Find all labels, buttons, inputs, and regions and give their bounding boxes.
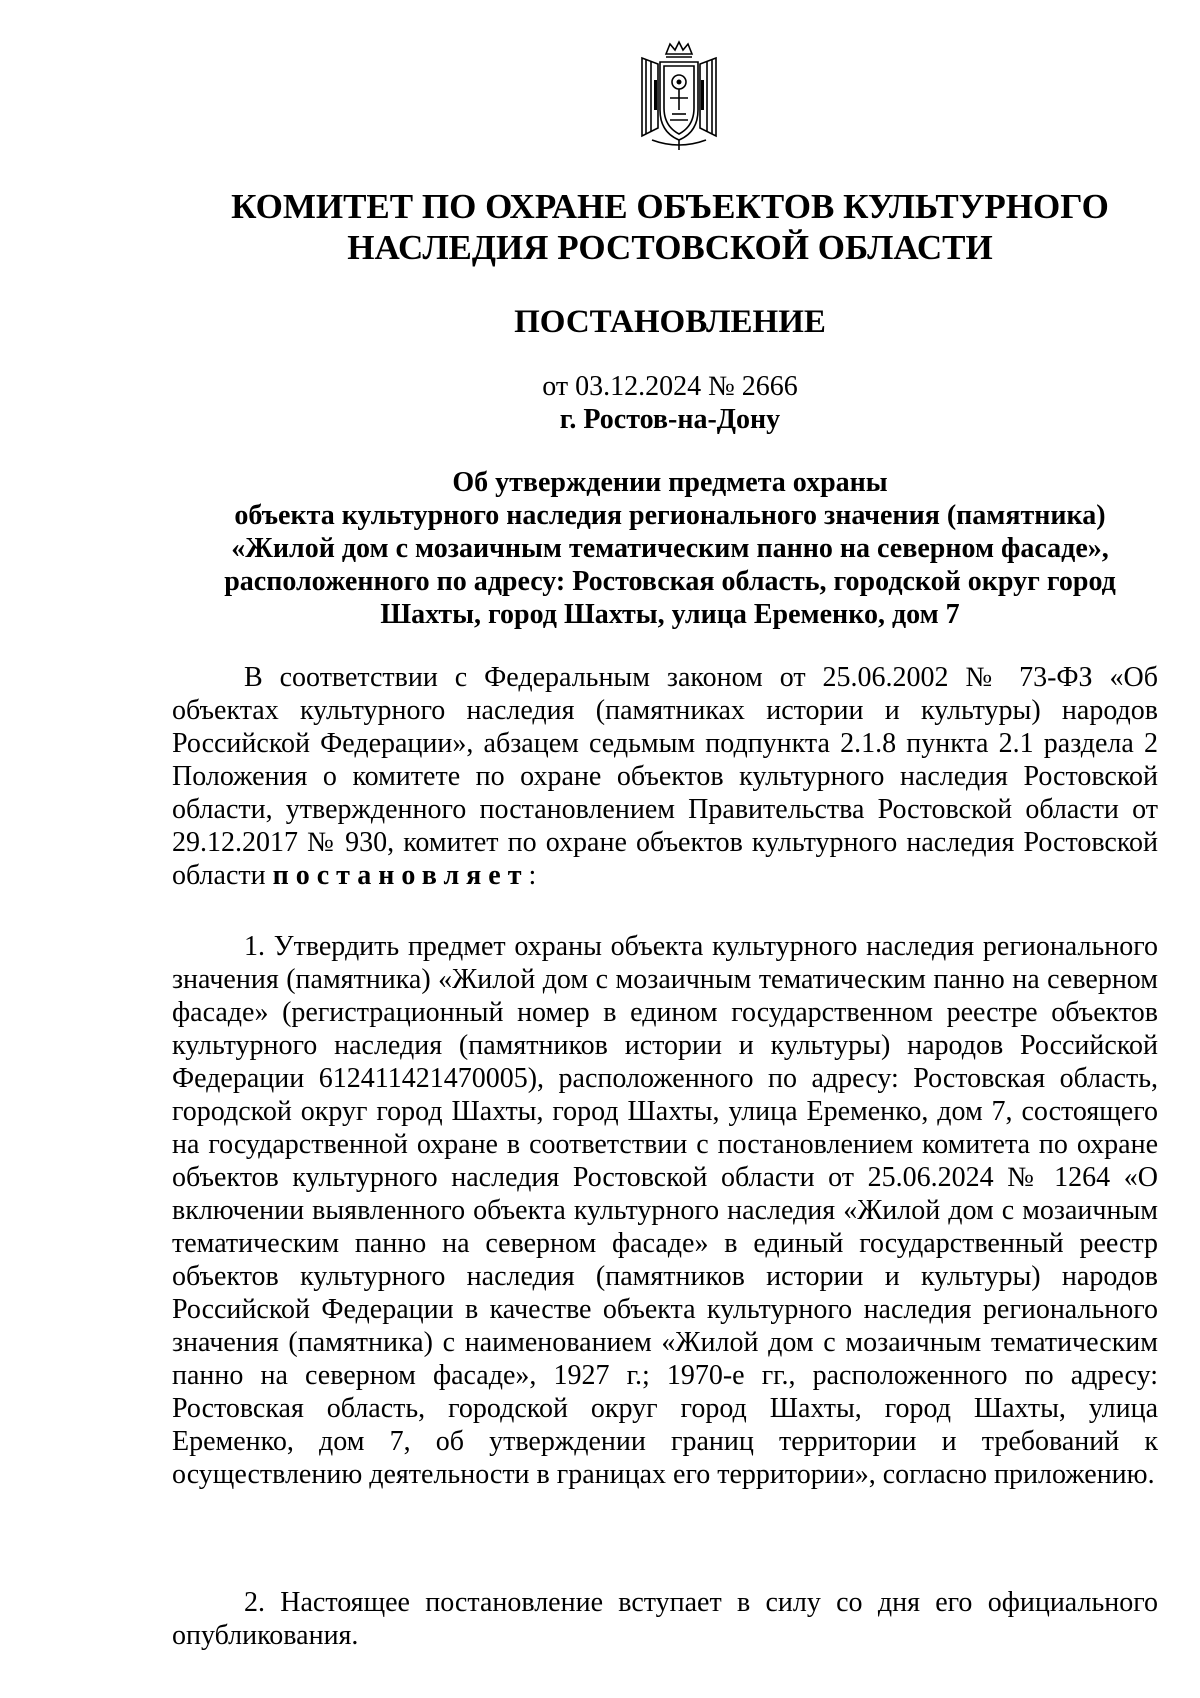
committee-header-line-1: КОМИТЕТ ПО ОХРАНЕ ОБЪЕКТОВ КУЛЬТУРНОГО bbox=[231, 187, 1109, 226]
clause-1-paragraph bbox=[172, 930, 1158, 1491]
document-subject bbox=[170, 466, 1170, 631]
clause-2-paragraph bbox=[172, 1586, 1158, 1652]
preamble-paragraph bbox=[172, 661, 1158, 892]
subject-line: «Жилой дом с мозаичным тематическим панно на северном фасаде», bbox=[231, 533, 1109, 564]
subject-line: Шахты, город Шахты, улица Еременко, дом 7 bbox=[380, 599, 960, 630]
coat-of-arms-icon bbox=[632, 40, 726, 152]
clause-2-text: 2. Настоящее постановление вступает в силу со дня его официального опубликования. bbox=[172, 1587, 1158, 1651]
committee-header bbox=[160, 186, 1180, 268]
subject-line: объекта культурного наследия регионального значения (памятника) bbox=[234, 500, 1106, 531]
committee-header-line-2: НАСЛЕДИЯ РОСТОВСКОЙ ОБЛАСТИ bbox=[347, 228, 993, 267]
subject-line: расположенного по адресу: Ростовская область, городской округ город bbox=[224, 566, 1116, 597]
document-type-title: ПОСТАНОВЛЕНИЕ bbox=[514, 304, 826, 340]
preamble-text: В соответствии с Федеральным законом от 25.06.2002 № 73-ФЗ «Об объектах культурного наследия (памятниках истории и культуры) народов Российской Федерации», абзацем седьмым подпункта 2.1.8 пункта 2.1 раздела 2 Положения о комитете по охране объектов культурного наследия Ростовской области, утвержденного постановлением Правительства Ростовской области от 29.12.2017 № 930, комитет по охране объектов культурного наследия Ростовской области bbox=[172, 662, 1158, 891]
date-and-number: от 03.12.2024 № 2666 bbox=[542, 371, 798, 402]
resolves-keyword: постановляет bbox=[272, 860, 529, 891]
preamble-tail: : bbox=[528, 860, 537, 891]
clause-1-text: 1. Утвердить предмет охраны объекта культурного наследия регионального значения (памятника) «Жилой дом с мозаичным тематическим панно на северном фасаде» (регистрационный номер в едином государственном реестре объектов культурного наследия (памятников истории и культуры) народов Российской Федерации 612411421470005), расположенного по адресу: Ростовская область, городской округ город Шахты, город Шахты, улица Еременко, дом 7, состоящего на государственной охране в соответствии с постановлением комитета по охране объектов культурного наследия Ростовской области от 25.06.2024 № 1264 «О включении выявленного объекта культурного наследия «Жилой дом с мозаичным тематическим панно на северном фасаде» в единый государственный реестр объектов культурного наследия (памятников истории и культуры) народов Российской Федерации в качестве объекта культурного наследия регионального значения (памятника) с наименованием «Жилой дом с мозаичным тематическим панно на северном фасаде», 1927 г.; 1970-е гг., расположенного по адресу: Ростовская область, городской округ город Шахты, город Шахты, улица Еременко, дом 7, об утверждении границ территории и требований к осуществлению деятельности в границах его территории», согласно приложению. bbox=[172, 931, 1158, 1490]
subject-line: Об утверждении предмета охраны bbox=[452, 467, 888, 498]
city-name: г. Ростов-на-Дону bbox=[559, 404, 781, 435]
